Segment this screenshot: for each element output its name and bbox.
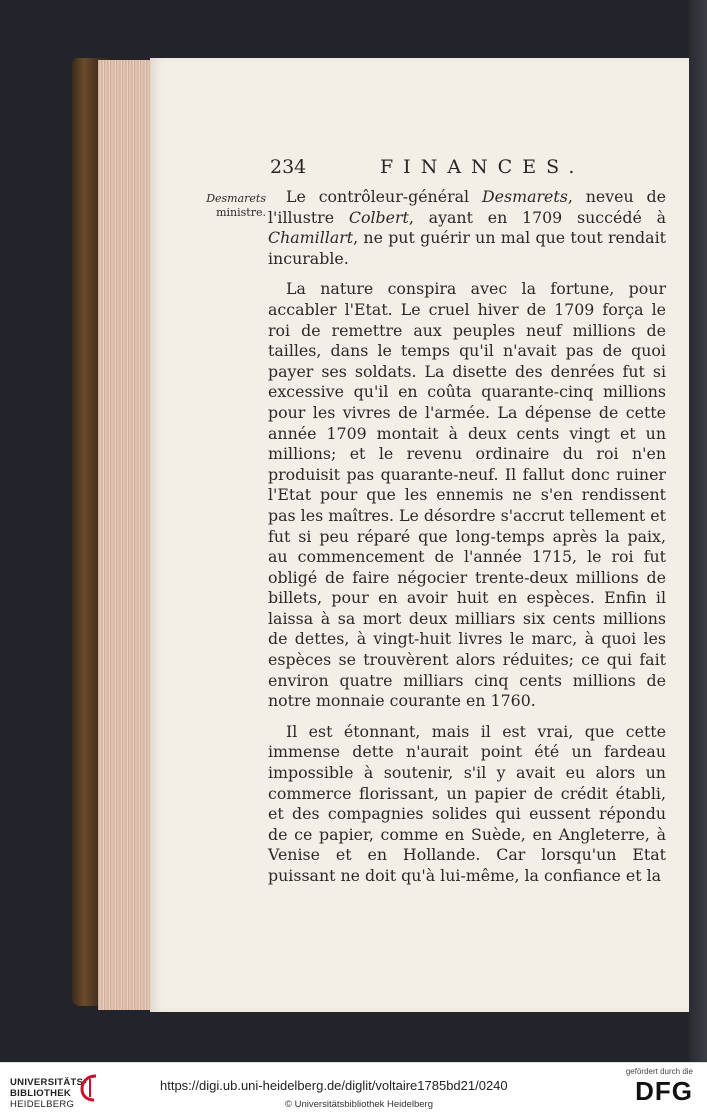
margin-note-role: ministre. [216,206,266,219]
p1-text-d: , ne put guérir un mal que tout rendait incurable. [268,228,666,268]
p1-desmarets: Desmarets [481,187,568,206]
page-edges [98,60,156,1010]
logo-line-2: BIBLIOTHEK [10,1088,72,1099]
page-number: 234 [270,156,307,178]
running-header [270,156,670,184]
paragraph-3: Il est étonnant, mais il est vrai, que cette immense dette n'aurait point été un fardeau impossible à soutenir, s'il y avait eu alors un commerce florissant, un papier de crédit établi, et des compagnies solides qui eussent répondu de ce papier, comme en Suède, en Angleterre, à Venise et en Hollande. Car lorsqu'un Etat puissant ne doit qu'à lui-même, la confiance et la [268,721,666,885]
library-logo-icon[interactable] [78,1073,100,1103]
copyright-notice: © Universitätsbibliothek Heidelberg [285,1099,433,1110]
p1-colbert: Colbert [348,207,409,227]
p1-text-c: , ayant en 1709 succédé à [408,207,666,227]
permalink-url[interactable]: https://digi.ub.uni-heidelberg.de/diglit/voltaire1785bd21/0240 [160,1078,508,1093]
margin-note [196,192,266,220]
running-title: FINANCES. [380,156,585,178]
dfg-text: DFG [635,1076,693,1106]
logo-line-1: UNIVERSITÄTS- [10,1077,87,1088]
p1-text-b: , neveu de l'illustre [268,187,667,227]
p1-chamillart: Chamillart [268,228,354,248]
margin-note-name: Desmarets [206,192,266,205]
p1-text-a: Le contrôleur-général [286,187,482,206]
dfg-logo[interactable] [593,1067,693,1106]
library-logo-text[interactable] [10,1077,87,1110]
logo-line-3: HEIDELBERG [10,1099,75,1110]
paragraph-2: La nature conspira avec la fortune, pour accabler l'Etat. Le cruel hiver de 1709 força le roi de remettre aux peuples neuf millions de tailles, dans le temps qu'il n'avait pas de quoi payer ses soldats. La disette des denrées fut si excessive qu'il en coûta quarante-cinq millions pour les vivres de l'armée. La dépense de cette année 1709 montait à deux cents vingt et un millions; et le revenu ordinaire du roi n'en produisit pas quarante-neuf. Il fallut donc ruiner l'Etat pour que les ennemis ne s'en rendissent pas les maîtres. Le désordre s'accrut tellement et fut si peu réparé que long-temps après la paix, au commencement de l'année 1715, le roi fut obligé de faire négocier trente-deux millions de billets, pour en avoir huit en espèces. Enfin il laissa à sa mort deux milliars six cents millions de dettes, à vingt-huit livres le marc, à quoi les espèces se trouvèrent alors réduites; ce qui fait environ quatre milliars cinq cents millions de notre monnaie courante en 1760. [268,279,666,711]
body-text [268,187,666,887]
paragraph-1 [268,187,666,269]
funded-by-label: gefördert durch die [625,1067,693,1076]
facing-page-edge [689,0,707,1062]
viewer-footer [0,1062,707,1118]
